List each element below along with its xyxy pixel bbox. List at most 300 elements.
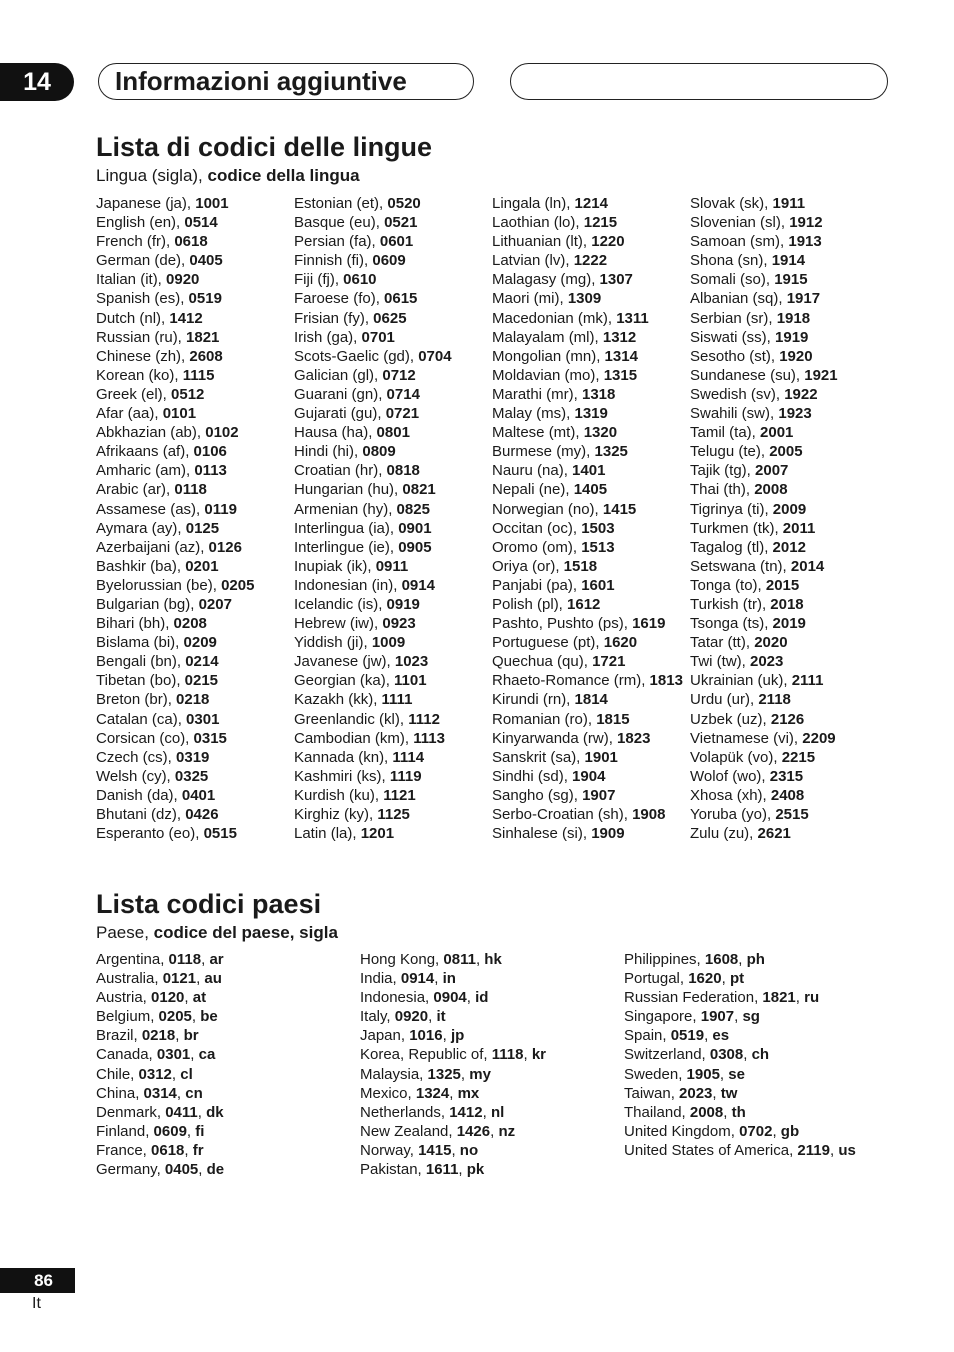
language-code: 0615 <box>384 290 418 308</box>
country-name: New Zealand, <box>360 1122 457 1140</box>
language-entry <box>690 366 838 385</box>
language-code: 0923 <box>382 615 416 633</box>
country-code: 0609 <box>153 1122 187 1140</box>
language-entry <box>690 748 838 767</box>
country-code: 1907 <box>700 1008 735 1026</box>
language-entry <box>96 232 254 251</box>
language-code: 0914 <box>401 576 435 594</box>
language-entry <box>492 194 683 213</box>
language-entry <box>690 289 838 308</box>
language-name: Burmese (my), <box>492 443 595 461</box>
language-entry <box>690 194 838 213</box>
language-name: Pashto, Pushto (ps), <box>492 615 633 633</box>
language-name: Quechua (qu), <box>492 653 593 671</box>
language-entry <box>690 557 838 576</box>
chapter-empty-box <box>510 63 888 100</box>
country-code: 2119 <box>797 1141 830 1159</box>
country-name: Norway, <box>360 1141 419 1159</box>
language-entry <box>690 270 838 289</box>
language-code: 0701 <box>361 328 395 346</box>
language-entry <box>492 633 683 652</box>
language-code: 1915 <box>774 271 808 289</box>
language-name: Marathi (mr), <box>492 385 582 403</box>
country-entry: Switzerland, 0308, ch <box>624 1046 770 1064</box>
language-entry <box>492 500 683 519</box>
language-entry <box>96 461 254 480</box>
country-abbr: ca <box>198 1046 216 1064</box>
language-code: 0610 <box>343 271 377 289</box>
language-entry <box>96 710 254 729</box>
country-name: Japan, <box>360 1027 410 1045</box>
language-name: Tsonga (ts), <box>690 615 773 633</box>
country-entry: Finland, 0609, fi <box>96 1122 205 1140</box>
language-name: Cambodian (km), <box>294 729 414 747</box>
country-entry: Austria, 0120, at <box>96 989 207 1007</box>
country-abbr: au <box>204 970 222 988</box>
language-name: Mongolian (mn), <box>492 347 605 365</box>
country-entry: United Kingdom, 0702, gb <box>624 1122 800 1140</box>
country-abbr: cl <box>180 1065 193 1083</box>
country-abbr: fr <box>192 1141 204 1159</box>
language-code: 0905 <box>398 538 432 556</box>
language-entry <box>690 251 838 270</box>
language-name: Tagalog (tl), <box>690 538 773 556</box>
language-code: 0208 <box>173 615 207 633</box>
language-entry <box>294 309 452 328</box>
country-entry: Brazil, 0218, br <box>96 1027 199 1045</box>
language-code: 0512 <box>171 385 205 403</box>
country-entry: Philippines, 1608, ph <box>624 951 765 968</box>
language-name: Turkish (tr), <box>690 595 771 613</box>
language-entry <box>492 232 683 251</box>
country-abbr: fi <box>195 1122 205 1140</box>
language-name: Setswana (tn), <box>690 557 791 575</box>
language-name: Korean (ko), <box>96 366 183 384</box>
language-name: Swedish (sv), <box>690 385 785 403</box>
language-code: 0315 <box>193 729 227 747</box>
language-name: Aymara (ay), <box>96 519 186 537</box>
language-code: 1121 <box>383 786 416 804</box>
language-name: Serbo-Croatian (sh), <box>492 806 633 823</box>
country-abbr: sg <box>742 1008 760 1026</box>
language-entry <box>492 557 683 576</box>
language-code: 0319 <box>176 748 210 766</box>
country-entry: Mexico, 1324, mx <box>360 1084 480 1102</box>
language-name: Kazakh (kk), <box>294 691 382 709</box>
country-column-2 <box>360 950 546 1179</box>
country-entry: Chile, 0312, cl <box>96 1065 193 1083</box>
language-entry <box>690 729 838 748</box>
language-name: Hungarian (hu), <box>294 481 403 499</box>
country-name: Mexico, <box>360 1084 416 1102</box>
country-code: 0702 <box>739 1122 773 1140</box>
language-name: Urdu (ur), <box>690 691 759 709</box>
language-entry <box>294 576 452 595</box>
language-name: Scots-Gaelic (gd), <box>294 347 419 365</box>
language-name: Russian (ru), <box>96 328 187 346</box>
language-name: Kannada (kn), <box>294 748 393 766</box>
language-entry <box>294 729 452 748</box>
subtitle-plain: Lingua (sigla), <box>96 166 208 185</box>
country-entry: Sweden, 1905, se <box>624 1065 745 1083</box>
language-entry <box>492 576 683 595</box>
language-name: Spanish (es), <box>96 290 189 308</box>
language-code: 0704 <box>418 347 452 365</box>
country-code: 1821 <box>762 989 796 1007</box>
country-code: 0121 <box>162 970 197 988</box>
language-entry <box>294 710 452 729</box>
language-name: Kirundi (rn), <box>492 691 575 709</box>
language-entry <box>294 519 452 538</box>
language-name: Romanian (ro), <box>492 710 597 728</box>
language-name: Macedonian (mk), <box>492 309 617 327</box>
language-code: 1904 <box>572 767 606 785</box>
country-entry: Indonesia, 0904, id <box>360 989 489 1007</box>
language-name: Japanese (ja), <box>96 195 196 212</box>
language-name: Danish (da), <box>96 786 182 804</box>
language-name: Hausa (ha), <box>294 424 377 442</box>
language-code: 1901 <box>584 748 618 766</box>
language-code: 0521 <box>384 214 418 232</box>
language-name: Turkmen (tk), <box>690 519 783 537</box>
language-name: Abkhazian (ab), <box>96 424 206 442</box>
language-code: 0215 <box>184 672 219 690</box>
language-entry <box>294 461 452 480</box>
country-code: 0301 <box>156 1046 191 1064</box>
language-entry <box>690 213 838 232</box>
language-name: Moldavian (mo), <box>492 366 604 384</box>
language-name: Bislama (bi), <box>96 634 184 652</box>
language-name: Catalan (ca), <box>96 710 187 728</box>
language-code: 0214 <box>185 653 219 671</box>
language-code: 2012 <box>772 538 806 556</box>
country-abbr: br <box>183 1027 199 1045</box>
language-entry <box>690 824 838 843</box>
language-code: 2621 <box>757 825 791 843</box>
language-code: 2023 <box>750 653 784 671</box>
country-name: Russian Federation, <box>624 989 763 1007</box>
language-name: Tibetan (bo), <box>96 672 185 690</box>
country-code: 0920 <box>394 1008 429 1026</box>
language-code: 0712 <box>382 366 416 384</box>
country-entry: China, 0314, cn <box>96 1084 203 1102</box>
language-entry <box>690 538 838 557</box>
language-code: 0520 <box>387 195 421 212</box>
language-name: Frisian (fy), <box>294 309 374 327</box>
language-code: 0911 <box>375 557 409 575</box>
country-name: India, <box>360 970 401 988</box>
language-code: 2608 <box>189 347 223 365</box>
language-entry <box>492 824 683 843</box>
language-name: Uzbek (uz), <box>690 710 771 728</box>
language-name: Sangho (sg), <box>492 786 583 804</box>
country-entry: United States of America, 2119, us <box>624 1141 856 1159</box>
language-name: Irish (ga), <box>294 328 362 346</box>
language-entry <box>492 671 683 690</box>
country-code: 0519 <box>670 1027 705 1045</box>
language-entry <box>96 824 254 843</box>
language-name: Interlingue (ie), <box>294 538 399 556</box>
language-name: Galician (gl), <box>294 366 383 384</box>
country-entry: New Zealand, 1426, nz <box>360 1122 516 1140</box>
language-name: Italian (it), <box>96 271 167 289</box>
country-name: Malaysia, <box>360 1065 428 1083</box>
country-code: 0218 <box>141 1027 176 1045</box>
country-abbr: nl <box>490 1103 505 1121</box>
language-code: 1412 <box>169 309 203 327</box>
country-name: Chile, <box>96 1065 139 1083</box>
country-code: 0120 <box>151 989 185 1007</box>
country-code: 0314 <box>143 1084 177 1102</box>
country-name: Germany, <box>96 1161 165 1179</box>
language-name: Xhosa (xh), <box>690 786 771 804</box>
language-entry <box>690 576 838 595</box>
country-name: Belgium, <box>96 1008 159 1026</box>
language-entry <box>690 652 838 671</box>
language-entry <box>294 652 452 671</box>
country-name: France, <box>96 1141 152 1159</box>
country-code: 0618 <box>151 1141 185 1159</box>
language-name: Latin (la), <box>294 825 361 843</box>
language-entry <box>294 442 452 461</box>
language-code: 2018 <box>770 595 804 613</box>
language-entry <box>492 423 683 442</box>
language-code: 1114 <box>392 748 425 766</box>
language-name: German (de), <box>96 252 190 270</box>
language-name: Azerbaijani (az), <box>96 538 209 556</box>
language-entry <box>294 232 452 251</box>
language-name: Siswati (ss), <box>690 328 776 346</box>
language-name: Gujarati (gu), <box>294 405 386 423</box>
language-name: Inupiak (ik), <box>294 557 376 575</box>
language-code: 2408 <box>770 786 805 804</box>
country-entry: Pakistan, 1611, pk <box>360 1161 485 1179</box>
language-code: 1325 <box>594 443 628 461</box>
language-code: 1314 <box>604 347 638 365</box>
country-entry: Japan, 1016, jp <box>360 1027 465 1045</box>
country-name: Finland, <box>96 1122 154 1140</box>
language-entry <box>96 500 254 519</box>
language-code: 1912 <box>789 214 823 232</box>
language-entry <box>492 595 683 614</box>
language-entry <box>294 366 452 385</box>
language-entry <box>96 270 254 289</box>
country-abbr: de <box>206 1161 225 1179</box>
language-column-3 <box>492 194 683 843</box>
language-name: Rhaeto-Romance (rm), <box>492 672 650 690</box>
language-code: 1913 <box>788 233 822 251</box>
language-name: Bengali (bn), <box>96 653 186 671</box>
country-abbr: no <box>459 1141 479 1159</box>
country-abbr: it <box>436 1008 446 1026</box>
language-name: Afrikaans (af), <box>96 443 194 461</box>
subtitle-plain: Paese, <box>96 923 154 942</box>
language-code: 2215 <box>781 748 816 766</box>
language-entry <box>96 652 254 671</box>
language-name: Samoan (sm), <box>690 233 789 251</box>
language-name: Tigrinya (ti), <box>690 500 773 518</box>
language-name: Chinese (zh), <box>96 347 190 365</box>
language-name: Malayalam (ml), <box>492 328 603 346</box>
language-name: Norwegian (no), <box>492 500 603 518</box>
language-code: 0714 <box>386 385 420 403</box>
language-name: Hindi (hi), <box>294 443 363 461</box>
language-name: Kirghiz (ky), <box>294 806 378 823</box>
language-entry <box>96 595 254 614</box>
language-name: Twi (tw), <box>690 653 750 671</box>
language-entry <box>492 710 683 729</box>
language-entry <box>690 805 838 824</box>
language-name: Breton (br), <box>96 691 177 709</box>
language-entry <box>690 347 838 366</box>
language-column-1 <box>96 194 254 843</box>
language-code: 1214 <box>574 195 608 212</box>
language-code: 1215 <box>583 214 618 232</box>
language-entry <box>294 347 452 366</box>
language-name: Laothian (lo), <box>492 214 584 232</box>
country-code: 0205 <box>158 1008 192 1026</box>
language-code: 2014 <box>790 557 825 575</box>
language-name: Armenian (hy), <box>294 500 397 518</box>
country-abbr: gb <box>780 1122 800 1140</box>
language-entry <box>492 690 683 709</box>
language-entry <box>294 748 452 767</box>
language-code: 1220 <box>591 233 625 251</box>
language-code: 2019 <box>772 615 806 633</box>
country-abbr: nz <box>498 1122 516 1140</box>
country-abbr: at <box>192 989 207 1007</box>
language-name: Greek (el), <box>96 385 172 403</box>
language-code: 1823 <box>617 729 651 747</box>
language-name: Zulu (zu), <box>690 825 758 843</box>
language-name: Malay (ms), <box>492 405 575 423</box>
country-name: Taiwan, <box>624 1084 680 1102</box>
country-entry: Malaysia, 1325, my <box>360 1065 491 1083</box>
country-name: Spain, <box>624 1027 671 1045</box>
language-entry <box>96 519 254 538</box>
language-entry <box>96 309 254 328</box>
language-entry <box>492 404 683 423</box>
language-name: Yiddish (ji), <box>294 634 372 652</box>
language-name: Bashkir (ba), <box>96 557 186 575</box>
language-name: Czech (cs), <box>96 748 177 766</box>
country-name: Denmark, <box>96 1103 166 1121</box>
country-entry: France, 0618, fr <box>96 1141 204 1159</box>
language-entry <box>96 347 254 366</box>
language-entry <box>294 423 452 442</box>
language-code: 1909 <box>591 825 625 843</box>
language-entry <box>492 519 683 538</box>
language-name: Sesotho (st), <box>690 347 780 365</box>
language-code: 1309 <box>567 290 602 308</box>
language-code: 1112 <box>408 710 440 728</box>
language-name: Tonga (to), <box>690 576 766 594</box>
language-entry <box>690 500 838 519</box>
language-name: Lithuanian (lt), <box>492 233 592 251</box>
language-entry <box>492 442 683 461</box>
country-code: 1118 <box>491 1046 524 1064</box>
country-abbr: cn <box>185 1084 203 1102</box>
language-name: Fiji (fj), <box>294 271 344 289</box>
language-code: 1201 <box>360 825 395 843</box>
language-entry <box>690 461 838 480</box>
language-code: 0609 <box>372 252 406 270</box>
language-entry <box>492 347 683 366</box>
language-code: 0126 <box>208 538 242 556</box>
country-codes-title: Lista codici paesi <box>96 889 322 919</box>
country-code: 1412 <box>449 1103 483 1121</box>
language-entry <box>294 404 452 423</box>
country-name: Brazil, <box>96 1027 142 1045</box>
country-entry: Italy, 0920, it <box>360 1008 446 1026</box>
language-entry <box>492 538 683 557</box>
language-code: 2020 <box>754 634 788 652</box>
country-name: Netherlands, <box>360 1103 450 1121</box>
language-name: Sundanese (su), <box>690 366 805 384</box>
language-entry <box>294 328 452 347</box>
language-name: Albanian (sq), <box>690 290 787 308</box>
language-name: Bihari (bh), <box>96 615 174 633</box>
country-code: 1415 <box>418 1141 452 1159</box>
language-name: Sinhalese (si), <box>492 825 592 843</box>
country-name: Philippines, <box>624 951 705 968</box>
language-entry <box>492 366 683 385</box>
language-name: Thai (th), <box>690 481 755 499</box>
country-name: Hong Kong, <box>360 951 444 968</box>
language-codes-subtitle <box>96 165 360 187</box>
language-entry <box>690 595 838 614</box>
language-code: 1401 <box>572 462 606 480</box>
language-code: 1319 <box>574 405 608 423</box>
country-entry: Netherlands, 1412, nl <box>360 1103 505 1121</box>
language-name: Estonian (et), <box>294 195 388 212</box>
language-code: 1821 <box>186 328 220 346</box>
language-entry <box>294 289 452 308</box>
language-code: 0106 <box>193 443 227 461</box>
language-name: Kurdish (ku), <box>294 786 384 804</box>
language-code: 0113 <box>194 462 227 480</box>
language-code: 0821 <box>402 481 436 499</box>
language-entry <box>690 423 838 442</box>
country-column-1 <box>96 950 224 1179</box>
language-code: 0401 <box>181 786 216 804</box>
language-entry <box>294 671 452 690</box>
country-entry: Russian Federation, 1821, ru <box>624 989 820 1007</box>
language-code: 1911 <box>772 195 806 212</box>
language-code: 1907 <box>582 786 616 804</box>
country-name: Korea, Republic of, <box>360 1046 492 1064</box>
language-code: 1023 <box>394 653 429 671</box>
language-entry <box>96 423 254 442</box>
language-code: 1923 <box>778 405 812 423</box>
language-entry <box>96 671 254 690</box>
language-code: 0205 <box>221 576 255 594</box>
language-code: 1119 <box>389 767 422 785</box>
language-code: 2209 <box>802 729 836 747</box>
language-entry <box>294 824 452 843</box>
language-entry <box>492 461 683 480</box>
language-entry <box>690 480 838 499</box>
language-name: Nepali (ne), <box>492 481 574 499</box>
country-entry: Thailand, 2008, th <box>624 1103 746 1121</box>
language-name: Tamil (ta), <box>690 424 761 442</box>
language-name: Javanese (jw), <box>294 653 395 671</box>
country-code: 0811 <box>443 951 476 968</box>
language-entry <box>294 480 452 499</box>
country-code: 1324 <box>415 1084 450 1102</box>
language-entry <box>96 442 254 461</box>
country-code: 0308 <box>709 1046 744 1064</box>
